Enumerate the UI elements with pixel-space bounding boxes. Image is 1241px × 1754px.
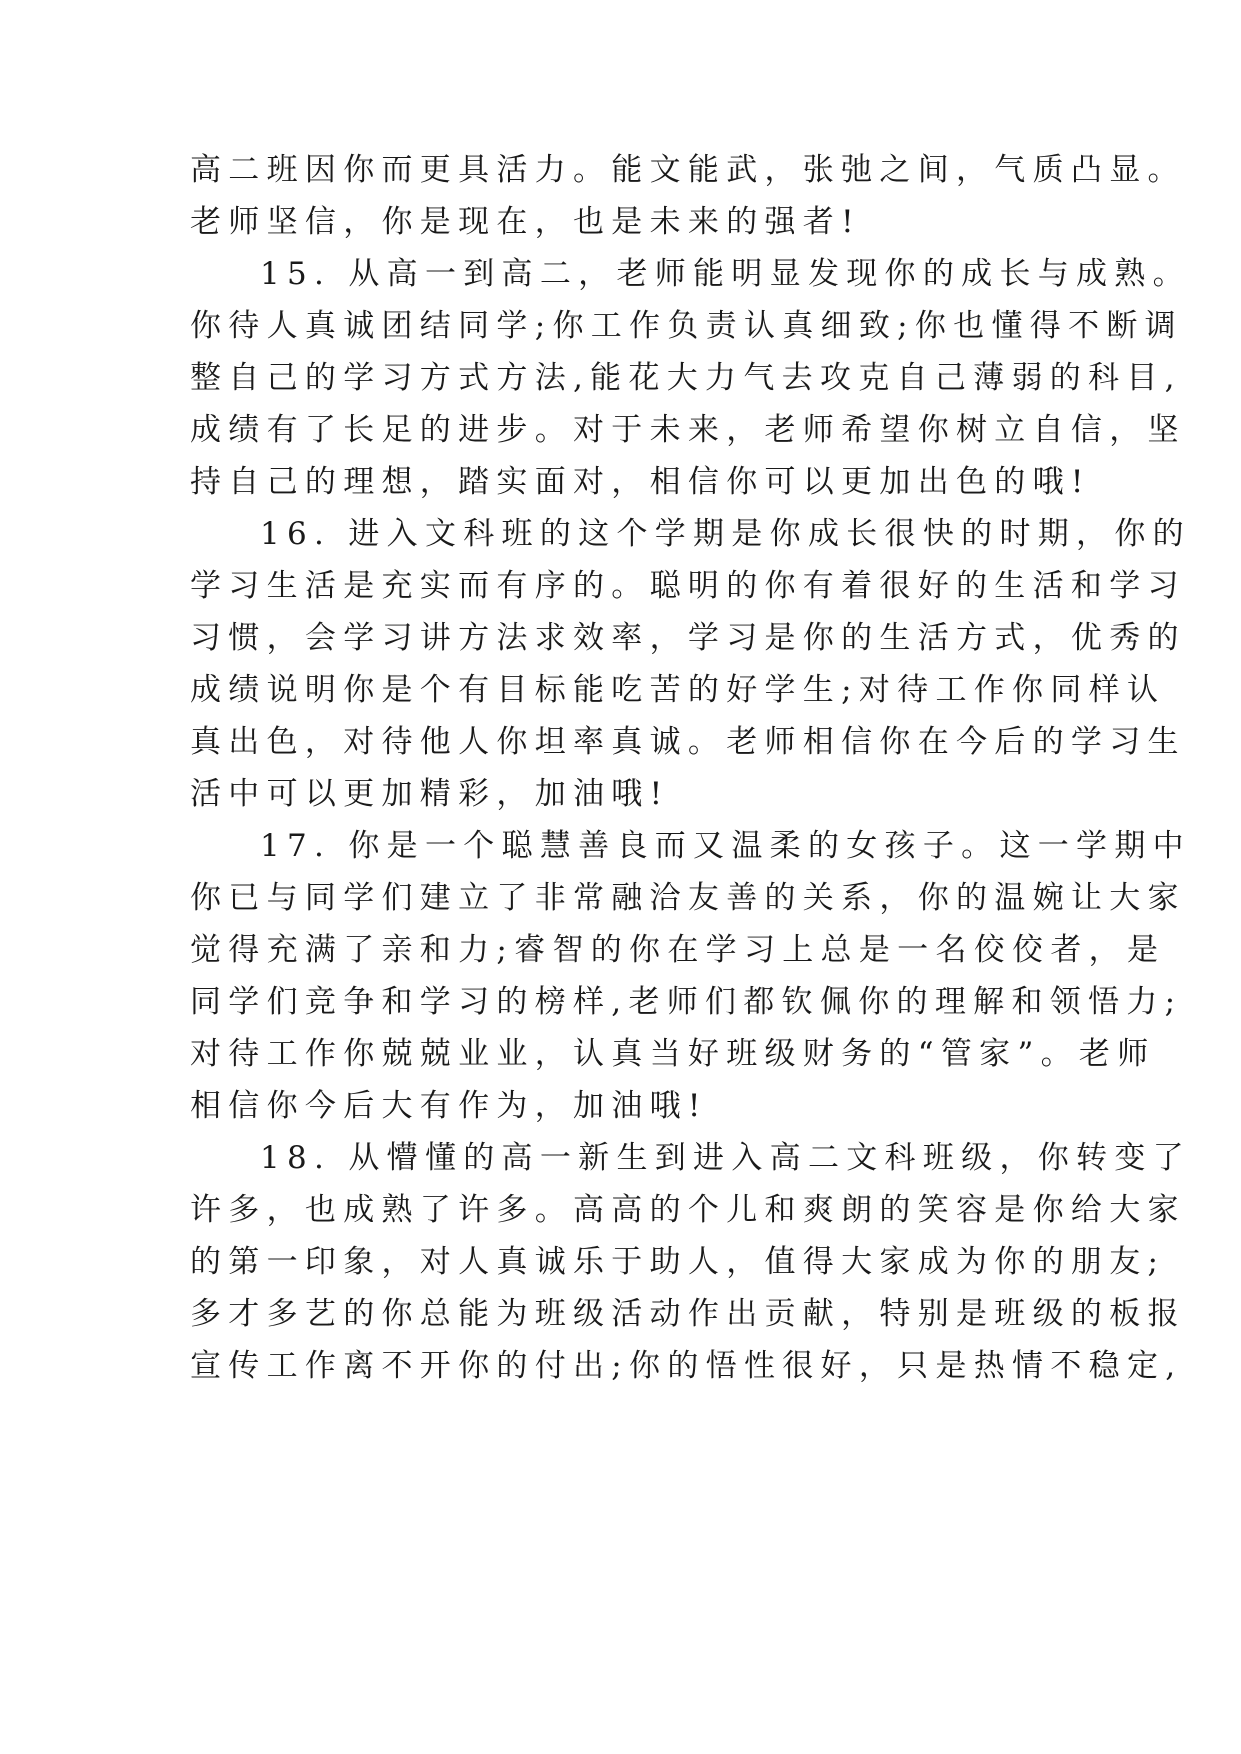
text-line: 老师坚信，你是现在，也是未来的强者! bbox=[190, 204, 861, 240]
text-line: 成绩有了长足的进步。对于未来，老师希望你树立自信，坚 bbox=[190, 412, 1186, 448]
text-line: 学习生活是充实而有序的。聪明的你有着很好的生活和学习 bbox=[190, 568, 1186, 604]
paragraph-15-start: 15. 从高一到高二，老师能明显发现你的成长与成熟。 bbox=[260, 256, 1191, 292]
text-line: 同学们竞争和学习的榜样,老师们都钦佩你的理解和领悟力; bbox=[190, 984, 1183, 1020]
text-line: 多才多艺的你总能为班级活动作出贡献，特别是班级的板报 bbox=[190, 1296, 1186, 1332]
text-line: 活中可以更加精彩，加油哦! bbox=[190, 776, 670, 812]
text-line: 相信你今后大有作为，加油哦! bbox=[190, 1088, 708, 1124]
text-line: 真出色，对待他人你坦率真诚。老师相信你在今后的学习生 bbox=[190, 724, 1186, 760]
text-line: 整自己的学习方式方法,能花大力气去攻克自己薄弱的科目, bbox=[190, 360, 1182, 396]
text-line: 持自己的理想，踏实面对，相信你可以更加出色的哦! bbox=[190, 464, 1091, 500]
text-line: 成绩说明你是个有目标能吃苦的好学生;对待工作你同样认 bbox=[190, 672, 1166, 708]
text-line: 高二班因你而更具活力。能文能武，张弛之间，气质凸显。 bbox=[190, 152, 1186, 188]
text-line: 对待工作你兢兢业业，认真当好班级财务的“管家”。老师 bbox=[190, 1036, 1156, 1072]
text-line: 觉得充满了亲和力;睿智的你在学习上总是一名佼佼者，是 bbox=[190, 932, 1166, 968]
text-line: 你待人真诚团结同学;你工作负责认真细致;你也懂得不断调 bbox=[190, 308, 1183, 344]
text-line: 宣传工作离不开你的付出;你的悟性很好，只是热情不稳定, bbox=[190, 1348, 1183, 1384]
text-line: 习惯，会学习讲方法求效率，学习是你的生活方式，优秀的 bbox=[190, 620, 1186, 656]
text-line: 许多，也成熟了许多。高高的个儿和爽朗的笑容是你给大家 bbox=[190, 1192, 1186, 1228]
text-line: 你已与同学们建立了非常融洽友善的关系，你的温婉让大家 bbox=[190, 880, 1186, 916]
paragraph-18-start: 18. 从懵懂的高一新生到进入高二文科班级，你转变了 bbox=[260, 1140, 1191, 1176]
text-line: 的第一印象，对人真诚乐于助人，值得大家成为你的朋友; bbox=[190, 1244, 1166, 1280]
paragraph-17-start: 17. 你是一个聪慧善良而又温柔的女孩子。这一学期中 bbox=[260, 828, 1191, 864]
paragraph-16-start: 16. 进入文科班的这个学期是你成长很快的时期，你的 bbox=[260, 516, 1191, 552]
